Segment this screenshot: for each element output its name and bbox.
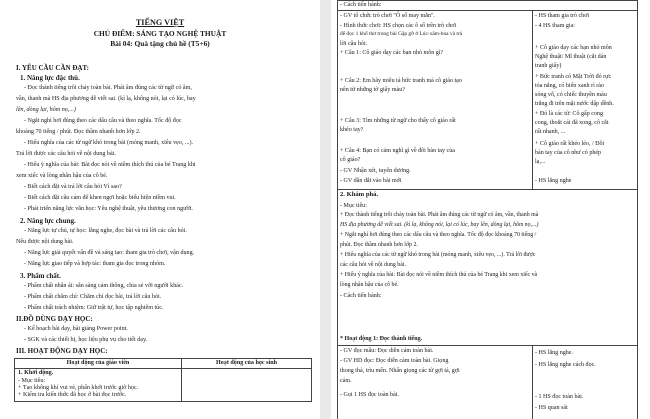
section-heading: III. HOẠT ĐỘNG DẠY HỌC:	[16, 347, 108, 355]
text-line: HS địa phương dễ viết sai. (kì lạ, không nói, lại có lúc, bay lên, dòng lại, hôm nọ,...)	[340, 222, 539, 228]
text-line: - Hiểu nghĩa của các từ ngữ khó trong bài (mỏng manh, xiêu vẹo, ...).	[24, 140, 194, 146]
section-heading: I. YÊU CẦU CẦN ĐẠT:	[16, 64, 89, 72]
answer-line: trắng đi trên mặt nước dập dềnh.	[535, 101, 614, 107]
text-line: - SGK và các thiết bị, học liệu phụ vụ cho tiết dạy.	[24, 337, 148, 343]
question-line: + Câu 2: Em hãy miêu tả bức tranh mà cô giáo tạo	[340, 78, 462, 84]
text-line: + Hiểu nghĩa của các từ ngữ khó trong bài (mỏng manh, xiêu vẹo, ...). Trả lời được	[340, 252, 536, 258]
document-page-right	[331, 0, 650, 419]
text-line: - Mục tiêu:	[340, 203, 367, 209]
row-title: 1. Khởi động.	[18, 370, 54, 377]
answer-line: sóng vỗ, có chiếc thuyền màu	[535, 92, 607, 98]
text-line: Trả lời được các câu hỏi về nội dung bài.	[16, 151, 116, 157]
document-subtitle: CHỦ ĐIỂM: SÁNG TẠO NGHỆ THUẬT	[93, 29, 227, 38]
table-rule	[337, 189, 637, 190]
question-line: cô giáo?	[340, 157, 361, 163]
table-rule	[337, 0, 637, 1]
document-title: TIẾNG VIỆT	[135, 18, 185, 27]
table-row	[15, 369, 312, 401]
text-line: - Gọi 1 HS đọc toàn bài.	[340, 392, 399, 398]
table-rule	[337, 345, 637, 346]
text-line: - GV HD đọc: Đọc diễn cảm toàn bài. Giọng	[340, 358, 449, 364]
activity-table	[14, 358, 312, 402]
text-line: - HS lắng nghe.	[535, 350, 573, 356]
text-line: - Năng lực tự chủ, tự học: lắng nghe, đọc bài và trả lời các câu hỏi.	[24, 228, 187, 234]
text-line: - GV Nhận xét, tuyên dương.	[340, 168, 411, 174]
text-line: + Ngắt nghỉ hơi đúng theo các dấu câu và theo nghĩa. Tốc độ đọc khoảng 70 tiếng /	[340, 232, 537, 238]
table-border-left	[337, 0, 338, 419]
text-line: - Ngắt nghỉ hơi đúng theo các dấu câu và theo nghĩa. Tốc độ đọc	[24, 118, 182, 124]
text-line: - Hiểu ý nghĩa của bài: Bài đọc nói về niềm thích thú của bé Trang khi	[24, 162, 196, 168]
text-line: thong thả, trìu mến. Nhấn giọng các từ gợi tả, gợi	[340, 368, 460, 374]
table-column-divider	[532, 10, 533, 189]
text-line: - Kế hoạch bài dạy, bài giảng Power point.	[24, 326, 128, 332]
answer-line: + Cô giáo dạy các bạn nhỏ môn	[535, 45, 612, 51]
text-line: - GV tổ chức trò chơi "Ô số may mắn".	[340, 13, 435, 19]
text-line: - GV dẫn dắt vào bài mới	[340, 178, 402, 184]
text-line: - Hình thức chơi: HS chọn các ô số trên trò chơi	[340, 23, 457, 29]
question-line: + Câu 1: Cô giáo dạy các bạn nhỏ môn gì?	[340, 50, 444, 56]
text-line: phút. Đọc thầm nhanh hơn lớp 2.	[340, 242, 418, 248]
answer-line: + Bức tranh có Mặt Trời đỏ rực	[535, 74, 612, 80]
text-line: - HS lắng nghe cách đọc.	[535, 362, 596, 368]
question-line: khéo tay?	[340, 127, 364, 133]
text-line: - Phẩm chất trách nhiệm: Giữ trật tự, học tập nghiêm túc.	[24, 305, 164, 311]
text-line: khoảng 70 tiếng / phút. Đọc thầm nhanh hơn lớp 2.	[16, 129, 141, 135]
text-line: lòng nhân hậu của cô bé.	[340, 282, 399, 288]
table-cell-student	[182, 369, 312, 401]
document-page-left	[0, 0, 320, 419]
text-line: lời câu hỏi.	[340, 41, 368, 47]
text-line: - Năng lực giao tiếp và hợp tác: tham gia đọc trong nhóm.	[24, 261, 166, 267]
text-line: - Biết cách đặt câu cảm để khen ngợi hoặc biểu hiện niềm vui.	[24, 195, 176, 201]
text-line: + Đọc thành tiếng trôi chảy toàn bài. Phát âm đúng các từ ngữ có âm, vần, thanh mà	[340, 212, 539, 218]
text-line: vần, thanh mà HS địa phương dễ viết sai. (kì lạ, không nói, lại có lúc, bay	[16, 96, 196, 102]
text-line: - Phẩm chất chăm chỉ: Chăm chỉ đọc bài, trả lời câu hỏi.	[24, 294, 162, 300]
answer-line: Nghệ thuật/ Mĩ thuật (cắt dán	[535, 54, 607, 60]
text-line: để đọc 1 khổ thơ trong bài Gặp gỡ ở Lúc-xăm-bua và trả	[340, 31, 463, 37]
text-line: - Cách tiến hành:	[340, 2, 382, 8]
text-line: - Năng lực giải quyết vấn đề và sáng tạo: tham gia trò chơi, vận dụng.	[24, 250, 195, 256]
text-line: - 4 HS tham gia:	[535, 23, 575, 29]
answer-line: lạ,...	[535, 159, 546, 165]
text-line: - HS tham gia trò chơi	[535, 13, 590, 19]
text-line: Nêu được nội dung bài.	[16, 239, 74, 245]
text-line: - Phát triển năng lực văn học: Yêu nghệ thuật, yêu thương con người.	[24, 206, 193, 212]
answer-line: tranh giấy)	[535, 63, 562, 69]
table-rule	[337, 10, 637, 11]
lesson-title: Bài 04: Quà tặng chú hề (T5+6)	[110, 39, 210, 48]
question-line: nên từ những tờ giấy màu?	[340, 87, 406, 93]
text-line: + Kiểm tra kiến thức đã học ở bài đọc trước.	[18, 392, 127, 399]
table-column-divider	[532, 345, 533, 419]
subsection-heading: 1. Năng lực đặc thù.	[20, 74, 80, 82]
section-heading: II.ĐỒ DÙNG DẠY HỌC:	[16, 315, 93, 323]
text-line: các câu hỏi về nội dung bài.	[340, 262, 406, 268]
text-line: lên, dòng lại, hôm nọ,...)	[16, 107, 76, 113]
table-header-student: Hoạt động của học sinh	[182, 359, 312, 369]
answer-line: rất nhanh, ...	[535, 129, 566, 135]
text-line: - Đọc thành tiếng trôi chảy toàn bài. Phát âm đúng các từ ngữ có âm,	[24, 85, 192, 91]
answer-line: tỏa nắng, có biển xanh rì rào	[535, 83, 605, 89]
answer-line: bàn tay của cô như có phép	[535, 150, 602, 156]
text-line: - Mục tiêu:	[18, 377, 46, 384]
text-line: + Tạo không khí vui vẻ, phấn khởi trước giờ học.	[18, 384, 139, 391]
answer-line: cong, thoắt cái đã xong, cô cắt	[535, 120, 609, 126]
answer-line: + Đó là các từ: Cô gấp cong	[535, 111, 603, 117]
question-line: + Câu 4: Bạn có cảm nghĩ gì về đôi bàn tay của	[340, 148, 455, 154]
subsection-heading: 3. Phẩm chất.	[20, 272, 61, 280]
answer-line: + Cô giáo rất khéo léo, / Đôi	[535, 141, 605, 147]
question-line: + Câu 3: Tìm những từ ngữ cho thấy cô giáo rất	[340, 118, 456, 124]
text-line: - Phẩm chất nhân ái: sẵn sàng cảm thông, chia sẻ với người khác.	[24, 283, 184, 289]
section-heading: 2. Khám phá.	[340, 191, 379, 198]
table-header-teacher: Hoạt động của giáo viên	[15, 359, 182, 369]
text-line: - Cách tiến hành:	[340, 293, 382, 299]
text-line: - HS lắng nghe	[535, 178, 572, 184]
table-border-right	[637, 0, 638, 419]
text-line: - GV đọc mẫu: Đọc diễn cảm toàn bài.	[340, 348, 434, 354]
text-line: - 1 HS đọc toàn bài.	[535, 394, 584, 400]
table-cell-teacher	[15, 369, 182, 401]
text-line: - HS quan sát	[535, 405, 568, 411]
activity-heading: * Hoạt động 1: Đọc thành tiếng.	[340, 336, 423, 342]
text-line: xem xiếc và lòng nhân hậu của cô bé.	[16, 173, 108, 179]
text-line: cảm.	[340, 378, 352, 384]
subsection-heading: 2. Năng lực chung.	[20, 217, 76, 225]
text-line: - Biết cách đặt và trả lời câu hỏi Vì sao?	[24, 184, 122, 190]
text-line: + Hiểu ý nghĩa của bài: Bài đọc nói về niềm thích thú của bé Trang khi xem xiếc và	[340, 272, 538, 278]
